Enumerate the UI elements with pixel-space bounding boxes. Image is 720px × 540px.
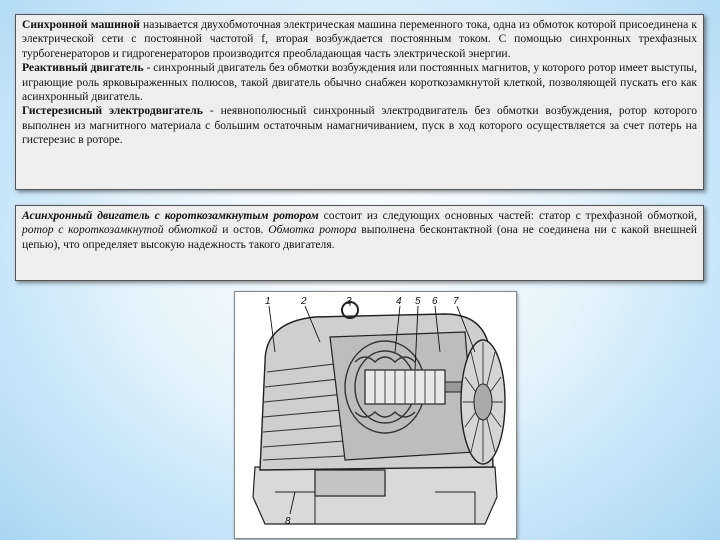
text-segment: состоит из следующих основных частей: статор с трехфазной обмоткой,	[318, 209, 697, 222]
paragraph-induction-motor	[22, 209, 697, 252]
term-hysteresis-motor: Гистерезисный электродвигатель	[22, 104, 203, 118]
term-synchronous-machine: Синхронной машиной	[22, 18, 140, 31]
callout-labels	[235, 292, 517, 539]
callout-7: 7	[453, 296, 459, 307]
text-segment: и остов.	[217, 223, 269, 237]
definitions-textbox	[15, 14, 704, 190]
paragraph-hysteresis-motor	[22, 104, 697, 147]
motor-cutaway-illustration	[234, 291, 517, 539]
term-reactive-motor: Реактивный двигатель	[22, 61, 144, 75]
callout-6: 6	[432, 296, 438, 307]
definition-synchronous-machine: называется двухобмоточная электрическая машина переменного тока, одна из обмоток которой присоединена к электрической сети с постоянной частотой f, вторая возбуждается постоянным током. С помощью синхронных трехфазных турбогенераторов и гидрогенераторов производится преобладающая часть электрической энергии.	[22, 18, 697, 60]
callout-8: 8	[285, 516, 291, 527]
paragraph-synchronous-machine	[22, 18, 697, 61]
callout-2: 2	[301, 296, 307, 307]
callout-3: 3	[346, 296, 352, 307]
term-induction-motor: Асинхронный двигатель с короткозамкнутым ротором	[22, 209, 319, 222]
callout-4: 4	[396, 296, 402, 307]
definition-reactive-motor: - синхронный двигатель без обмотки возбуждения или постоянных магнитов, у которого ротор имеет выступы, играющие роль ярковыраженных полюсов, такой двигатель обычно снабжен короткозамкнутой клеткой, позволяющей пускать его как асинхронный двигатель.	[22, 61, 697, 104]
induction-motor-textbox	[15, 205, 704, 281]
callout-1: 1	[265, 296, 271, 307]
italic-rotor-phrase: ротор с короткозамкнутой обмоткой	[22, 223, 218, 237]
text-segment: выполнена бесконтактной (она не соединена ни с какой внешней цепью), что определяет высокую надежность такого двигателя.	[22, 223, 697, 251]
definition-hysteresis-motor: - неявнополюсный синхронный электродвигатель без обмотки возбуждения, ротор которого выполнен из магнитного материала с большим остаточным намагничиванием, пуск в ход которого осуществляется за счет потерь на гистерезис в роторе.	[22, 104, 697, 147]
italic-rotor-winding: Обмотка ротора	[268, 223, 357, 237]
paragraph-reactive-motor	[22, 61, 697, 104]
callout-5: 5	[415, 296, 421, 307]
